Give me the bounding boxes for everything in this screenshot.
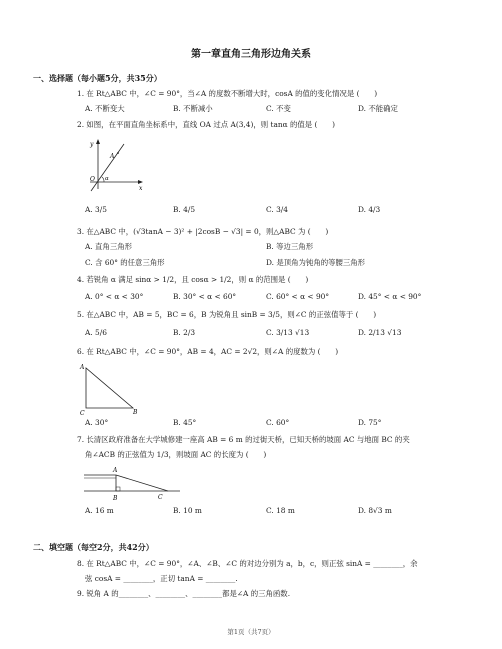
q6-option-d: D. 75° bbox=[358, 418, 382, 427]
question-1-stem: 1. 在 Rt△ABC 中，∠C = 90°，当∠A 的度数不断增大时，cosA 的值的变化情况是 ( ) bbox=[77, 89, 378, 98]
a-label: A bbox=[110, 153, 115, 160]
x-axis-arrow bbox=[138, 180, 143, 184]
q3-option-a: A. 直角三角形 bbox=[85, 242, 132, 251]
q1-option-d: D. 不能确定 bbox=[358, 104, 398, 113]
question-5-stem: 5. 在△ABC 中，AB = 5，BC = 6，B 为锐角且 sinB = 3/5，则∠C 的正弦值等于 ( ) bbox=[77, 310, 377, 319]
alpha-label: α bbox=[105, 176, 109, 182]
q2-option-a: A. 3/5 bbox=[85, 205, 107, 214]
question-9-line1: 9. 锐角 A 的________、________、________都是∠A 的三角函数. bbox=[77, 589, 291, 598]
angle-alpha-arc bbox=[102, 177, 104, 182]
origin-label: O bbox=[90, 176, 95, 183]
right-angle-mark bbox=[116, 487, 120, 491]
q2-option-d: D. 4/3 bbox=[358, 205, 381, 214]
question-4-stem: 4. 若锐角 α 满足 sinα > 1/2，且 cosα > 1/2，则 α 的范围是 ( ) bbox=[77, 275, 309, 284]
question-8-line1: 8. 在 Rt△ABC 中，∠C = 90°，∠A、∠B、∠C 的对边分别为 a，b，c，则正弦 sinA = ________，余 bbox=[77, 559, 418, 568]
question-2-stem: 2. 如图，在平面直角坐标系中，直线 OA 过点 A(3,4)，则 tanα 的值是 ( ) bbox=[77, 120, 336, 129]
line-oa bbox=[91, 144, 124, 191]
question-3-stem: 3. 在△ABC 中，(√3tanA − 3)² + |2cosB − √3| = 0，则△ABC 为 ( ) bbox=[77, 227, 329, 236]
q2-coordinate-figure bbox=[88, 136, 148, 194]
y-label: y bbox=[90, 141, 94, 148]
q6-label-b: B bbox=[133, 409, 138, 416]
q5-option-a: A. 5/6 bbox=[85, 328, 107, 337]
q7-option-c: C. 18 m bbox=[266, 506, 295, 515]
q6-option-c: C. 60° bbox=[266, 418, 290, 427]
section-heading-choice: 一、选择题（每小题5分，共35分） bbox=[33, 73, 162, 83]
y-axis-arrow bbox=[96, 139, 100, 144]
q5-option-c: C. 3/13 √13 bbox=[266, 328, 310, 337]
q4-option-c: C. 60° < α < 90° bbox=[266, 292, 330, 301]
q4-option-a: A. 0° < α < 30° bbox=[85, 292, 144, 301]
q7-label-c: C bbox=[158, 494, 163, 501]
question-7-stem-line2: 角∠ACB 的正弦值为 1/3，则坡面 AC 的长度为 ( ) bbox=[85, 450, 267, 459]
point-a bbox=[117, 152, 119, 154]
q6-option-a: A. 30° bbox=[85, 418, 109, 427]
q7-label-a: A bbox=[113, 467, 118, 474]
q5-option-d: D. 2/13 √13 bbox=[358, 328, 402, 337]
q1-option-a: A. 不断变大 bbox=[85, 104, 125, 113]
q1-option-c: C. 不变 bbox=[266, 104, 291, 113]
question-8-line2: 弦 cosA = ________，正切 tanA = ________. bbox=[85, 574, 238, 583]
x-label: x bbox=[139, 185, 143, 192]
q3-option-d: D. 是顶角为钝角的等腰三角形 bbox=[266, 258, 366, 267]
page-title: 第一章直角三角形边角关系 bbox=[191, 49, 311, 60]
slope-ac bbox=[116, 475, 168, 491]
q6-triangle-figure bbox=[78, 360, 148, 418]
question-6-stem: 6. 在 Rt△ABC 中，∠C = 90°，AB = 4，AC = 2√2，则∠A 的度数为 ( ) bbox=[77, 347, 339, 356]
q2-option-c: C. 3/4 bbox=[266, 205, 288, 214]
triangle-abc bbox=[86, 368, 133, 408]
q3-option-b: B. 等边三角形 bbox=[266, 242, 314, 251]
q7-option-a: A. 16 m bbox=[85, 506, 114, 515]
section-heading-fill: 二、填空题（每空2分，共42分） bbox=[33, 542, 154, 552]
q4-option-b: B. 30° < α < 60° bbox=[173, 292, 237, 301]
q7-option-b: B. 10 m bbox=[173, 506, 202, 515]
page-footer: 第1页（共7页） bbox=[227, 628, 275, 636]
q5-option-b: B. 2/3 bbox=[173, 328, 196, 337]
q6-label-a: A bbox=[80, 364, 85, 371]
question-7-stem-line1: 7. 长清区政府准备在大学城修建一座高 AB = 6 m 的过街天桥，已知天桥的坡面 AC 与地面 BC 的夹 bbox=[77, 435, 410, 444]
q6-label-c: C bbox=[80, 410, 85, 417]
q6-option-b: B. 45° bbox=[173, 418, 197, 427]
q1-option-b: B. 不断减小 bbox=[173, 104, 213, 113]
q7-option-d: D. 8√3 m bbox=[358, 506, 392, 515]
q4-option-d: D. 45° < α < 90° bbox=[358, 292, 422, 301]
q2-option-b: B. 4/5 bbox=[173, 205, 196, 214]
q3-option-c: C. 含 60° 的任意三角形 bbox=[85, 258, 165, 267]
q7-bridge-figure bbox=[80, 464, 190, 504]
q7-label-b: B bbox=[113, 495, 118, 502]
